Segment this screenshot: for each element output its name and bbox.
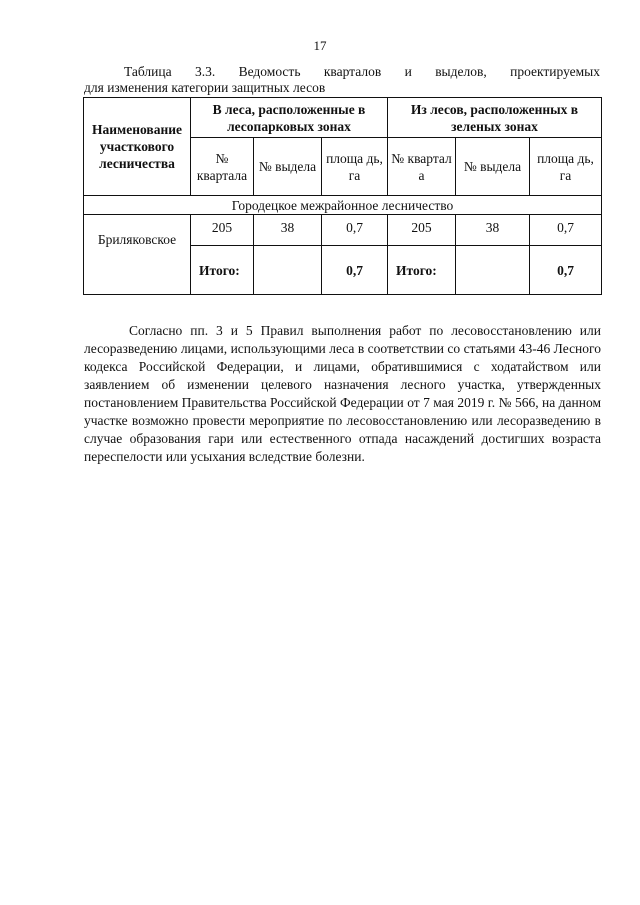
table-row [84,215,602,246]
district-name: Бриляковское [84,215,191,295]
total-empty-into [254,246,322,295]
header-area-from: площа дь, га [530,138,602,196]
total-label-into: Итого: [191,246,254,295]
region-name: Городецкое межрайонное лесничество [84,196,602,215]
table-caption-line-2: для изменения категории защитных лесов [84,80,326,95]
cell-area-from: 0,7 [530,215,602,246]
cell-quarter-into: 205 [191,215,254,246]
table-caption [84,64,600,96]
cell-section-from: 38 [456,215,530,246]
total-empty-from [456,246,530,295]
total-label-from: Итого: [388,246,456,295]
header-group-from-green-zones: Из лесов, расположенных в зеленых зонах [388,98,602,138]
cell-area-into: 0,7 [322,215,388,246]
cell-section-into: 38 [254,215,322,246]
header-section-into: № выдела [254,138,322,196]
header-quarter-from: № квартал а [388,138,456,196]
body-paragraph: Согласно пп. 3 и 5 Правил выполнения работ по лесовосстановлению или лесоразведению лицами, использующими леса в соответствии со статьями 43-46 Лесного кодекса Российской Федерации, и лицами, обратившимися с ходатайством или заявлением об изменении целевого назначения лесного участка, утвержденных постановлением Правительства Российской Федерации от 7 мая 2019 г. № 566, на данном участке возможно провести мероприятие по лесовосстановлению или лесоразведению в случае образования гари или естественного отпада насаждений достигших возраста переспелости или усыхания вследствие болезни. [84,323,601,464]
header-group-into-park-zones: В леса, расположенные в лесопарковых зонах [191,98,388,138]
cell-quarter-from: 205 [388,215,456,246]
total-area-from: 0,7 [530,246,602,295]
forest-quarters-table [83,97,602,295]
header-section-from: № выдела [456,138,530,196]
header-district-name: Наименование участкового лесничества [84,98,191,196]
table-caption-line-1: Таблица 3.3. Ведомость кварталов и выделов, проектируемых [124,64,600,79]
header-area-into: площа дь, га [322,138,388,196]
header-quarter-into: № квартала [191,138,254,196]
page-number: 17 [313,38,327,53]
total-area-into: 0,7 [322,246,388,295]
